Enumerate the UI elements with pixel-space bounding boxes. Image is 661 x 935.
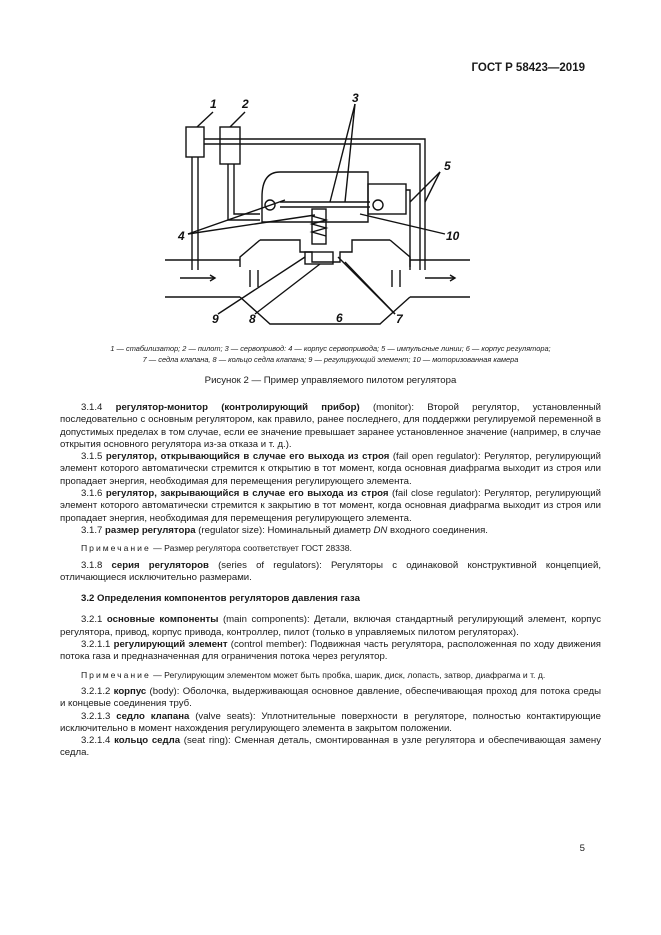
page-number: 5	[579, 843, 585, 854]
label-2: 2	[242, 97, 249, 111]
label-8: 8	[249, 312, 256, 326]
paragraph-3-1-5: 3.1.5 регулятор, открывающийся в случае его выхода из строя (fail open regulator): Регулятор, регулирующий элемент которого автоматически стремится к открытию в тот момент, когда основная диафрагма выходит из строя или пропадает энергия, необходимая для перемещения регулирующего элемента.	[60, 451, 601, 487]
legend-line-1: 1 — стабилизатор; 2 — пилот; 3 — сервопривод: 4 — корпус сервопривода; 5 — импульсные линии; 6 — корпус регулятора;	[110, 344, 551, 353]
paragraph-3-1-7: 3.1.7 размер регулятора (regulator size): Номинальный диаметр DN входного соединения.	[81, 524, 488, 536]
paragraph-3-2-1: 3.2.1 основные компоненты (main components): Детали, включая стандартный регулирующий элемент, корпус регулятора, привод, корпус привода, контроллер, пилот (только в управляемых пилотом регуляторах).	[60, 614, 601, 638]
note-size: Примечание — Размер регулятора соответствует ГОСТ 28338.	[81, 543, 352, 554]
label-9: 9	[212, 312, 219, 326]
legend-line-2: 7 — седла клапана, 8 — кольцо седла клапана; 9 — регулирующий элемент; 10 — моторизованная камера	[142, 355, 519, 364]
pilot-box	[220, 127, 240, 164]
paragraph-3-2-1-1: 3.2.1.1 регулирующий элемент (control member): Подвижная часть регулятора, расположенная по ходу движения потока газа и предназначенная для ограничения потока через регулятор.	[60, 639, 602, 663]
label-10: 10	[446, 229, 460, 243]
label-7: 7	[396, 312, 403, 326]
paragraph-3-2-1-2: 3.2.1.2 корпус (body): Оболочка, выдерживающая основное давление, обеспечивающая проход для потока среды и концевые соединения труб.	[60, 685, 601, 710]
figure-caption: Рисунок 2 — Пример управляемого пилотом регулятора	[204, 375, 457, 386]
paragraph-3-2-1-4: 3.2.1.4 кольцо седла (seat ring): Сменная деталь, смонтированная в узле регулятора и обеспечивающая замену седла.	[60, 735, 602, 759]
regulator-diagram	[140, 92, 470, 332]
document-body	[60, 402, 601, 760]
paragraph-3-1-8: 3.1.8 серия регуляторов (series of regulators): Регуляторы с одинаковой конструктивной концепцией, отличающиеся исключительно размерами.	[60, 559, 602, 583]
label-4: 4	[178, 229, 185, 243]
paragraph-3-2-1-3: 3.2.1.3 седло клапана (valve seats): Уплотнительные поверхности в регуляторе, полностью контактирующие исключительно в момент нахождения регулирующего элемента в закрытом положении.	[60, 710, 601, 734]
label-1: 1	[210, 97, 217, 111]
standard-designation: ГОСТ Р 58423—2019	[471, 62, 585, 74]
paragraph-3-1-6: 3.1.6 регулятор, закрывающийся в случае его выхода из строя (fail close regulator): Регулятор, регулирующий элемент которого автоматически стремится к закрытию в тот момент, когда основная диафрагма выходит из строя или пропадает энергия, необходимая для перемещения регулирующего элемента.	[60, 488, 601, 524]
paragraph-3-1-4: 3.1.4 регулятор-монитор (контролирующий прибор) (monitor): Второй регулятор, установленный последовательно с основным регулятором, как правило, ранее последнего, для поддержки регулируемой переменной в допустимых пределах в том случае, если ее значение превышает заранее установленное значение (например, в случае открытия основного регулятора из-за отказа и т. д.).	[60, 402, 601, 450]
note-control-member: Примечание — Регулирующим элементом может быть пробка, шарик, диск, лопасть, затвор, диафрагма и т. д.	[81, 669, 546, 680]
label-3: 3	[352, 92, 359, 105]
servo-housing	[262, 172, 368, 222]
label-5: 5	[444, 159, 451, 173]
section-3-2-title: 3.2 Определения компонентов регуляторов давления газа	[81, 593, 360, 605]
figure-legend	[60, 343, 601, 365]
label-6: 6	[336, 311, 343, 325]
stabilizer-box	[186, 127, 204, 157]
